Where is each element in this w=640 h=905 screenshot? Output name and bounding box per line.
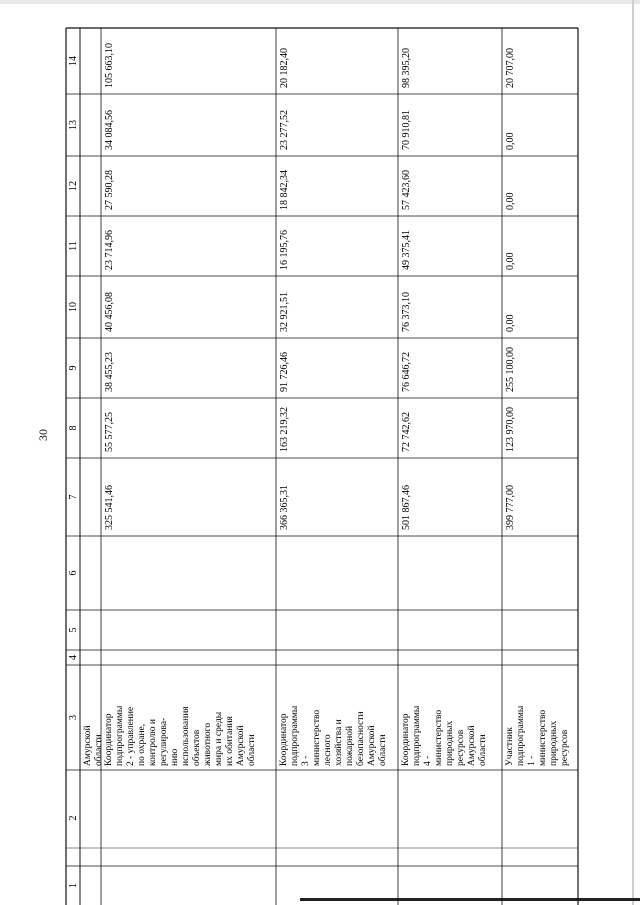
value-col-8: 55 577,25	[104, 412, 115, 452]
value-col-11: 0,00	[505, 252, 516, 270]
row-label-line: 4 -	[423, 755, 433, 766]
column-header-3: 3	[68, 715, 79, 720]
value-col-14: 98 395,20	[401, 48, 412, 88]
row-label-line: природных	[549, 720, 559, 766]
row-label-line: ресурсов	[560, 729, 570, 766]
row-label-line: 3 -	[301, 755, 311, 766]
row-label-line: регулирова-	[159, 717, 169, 766]
value-col-12: 27 590,28	[104, 170, 115, 210]
row-label-line: Координатор	[104, 713, 114, 766]
row-label-line: Амурской	[367, 725, 377, 766]
value-col-14: 20 707,00	[505, 48, 516, 88]
row-label-line: области	[378, 734, 388, 766]
column-header-9: 9	[68, 365, 79, 371]
row-label-line: области	[478, 734, 488, 766]
value-col-12: 0,00	[505, 192, 516, 210]
value-col-8: 72 742,62	[401, 412, 412, 452]
row-label-line: Амурской	[236, 725, 246, 766]
value-col-9: 38 455,23	[104, 352, 115, 392]
row-label-line: по охране,	[137, 723, 147, 766]
row-label-line: 1 -	[527, 755, 537, 766]
table-grid	[66, 28, 578, 905]
row-label-line: подпрограммы	[516, 705, 526, 766]
column-header-2: 2	[68, 815, 79, 821]
row-label-line: Амурской	[83, 725, 93, 766]
row-label-line: Амурской	[467, 725, 477, 766]
row-label-line: министерство	[312, 709, 322, 766]
row-label-line: 2 - управление	[126, 706, 136, 766]
row-label-line: безопасности	[356, 711, 366, 766]
row-label-line: Координатор	[279, 713, 289, 766]
value-col-8: 123 970,00	[505, 407, 516, 452]
row-label-line: пожарной	[345, 725, 355, 766]
row-label-line: области	[247, 734, 257, 766]
column-header-11: 11	[68, 241, 79, 251]
row-label-line: подпрограммы	[290, 705, 300, 766]
value-col-12: 18 842,34	[279, 170, 290, 210]
value-col-8: 163 219,32	[279, 407, 290, 452]
row-label-line: министерство	[434, 709, 444, 766]
value-col-13: 23 277,52	[279, 110, 290, 150]
column-header-5: 5	[68, 627, 79, 633]
row-label-line: ресурсов	[456, 729, 466, 766]
value-col-14: 105 663,10	[104, 43, 115, 88]
value-col-10: 0,00	[505, 314, 516, 332]
page-number: 30	[36, 429, 50, 441]
column-header-6: 6	[68, 570, 79, 576]
row-label-line: их обитания	[225, 716, 235, 766]
column-header-4: 4	[68, 655, 79, 660]
row-label-line: объектов	[192, 729, 202, 766]
value-col-10: 32 921,51	[279, 292, 290, 332]
row-label-line: животного	[203, 722, 213, 766]
column-header-8: 8	[68, 425, 79, 431]
value-col-10: 40 456,08	[104, 292, 115, 332]
column-header-13: 13	[68, 120, 79, 130]
row-label-line: хозяйства и	[334, 719, 344, 766]
row-label-line: использования	[181, 706, 191, 766]
value-col-9: 255 100,00	[505, 347, 516, 392]
row-label-line: мира и среды	[214, 711, 224, 766]
row-label-line: министерство	[538, 709, 548, 766]
row-label-line: области	[94, 734, 104, 766]
column-header-14: 14	[68, 56, 79, 66]
value-col-7: 501 867,46	[401, 485, 412, 530]
value-col-11: 49 375,41	[401, 230, 412, 270]
value-col-13: 0,00	[505, 132, 516, 150]
column-header-7: 7	[68, 494, 79, 500]
row-label-line: Координатор	[401, 713, 411, 766]
column-header-12: 12	[68, 181, 79, 191]
row-label-line: природных	[445, 720, 455, 766]
row-label-line: лесного	[323, 734, 333, 766]
value-col-7: 399 777,00	[505, 485, 516, 530]
value-col-12: 57 423,60	[401, 170, 412, 210]
value-col-9: 76 646,72	[401, 352, 412, 392]
row-label-line: подпрограммы	[115, 705, 125, 766]
row-label-line: Участник	[505, 727, 515, 766]
column-header-10: 10	[68, 302, 79, 312]
column-header-1: 1	[68, 883, 79, 888]
row-label-line: подпрограммы	[412, 705, 422, 766]
value-col-11: 23 714,96	[104, 230, 115, 270]
value-col-10: 76 373,10	[401, 292, 412, 332]
value-col-7: 366 365,31	[279, 485, 290, 530]
value-col-11: 16 195,76	[279, 230, 290, 270]
row-label-line: нию	[170, 748, 180, 766]
row-label-line: контролю и	[148, 719, 158, 766]
value-col-9: 91 726,46	[279, 352, 290, 392]
value-col-14: 20 182,40	[279, 48, 290, 88]
table-cells	[68, 43, 570, 888]
value-col-13: 34 084,56	[104, 110, 115, 150]
value-col-13: 70 910,81	[401, 110, 412, 150]
value-col-7: 325 541,46	[104, 485, 115, 530]
